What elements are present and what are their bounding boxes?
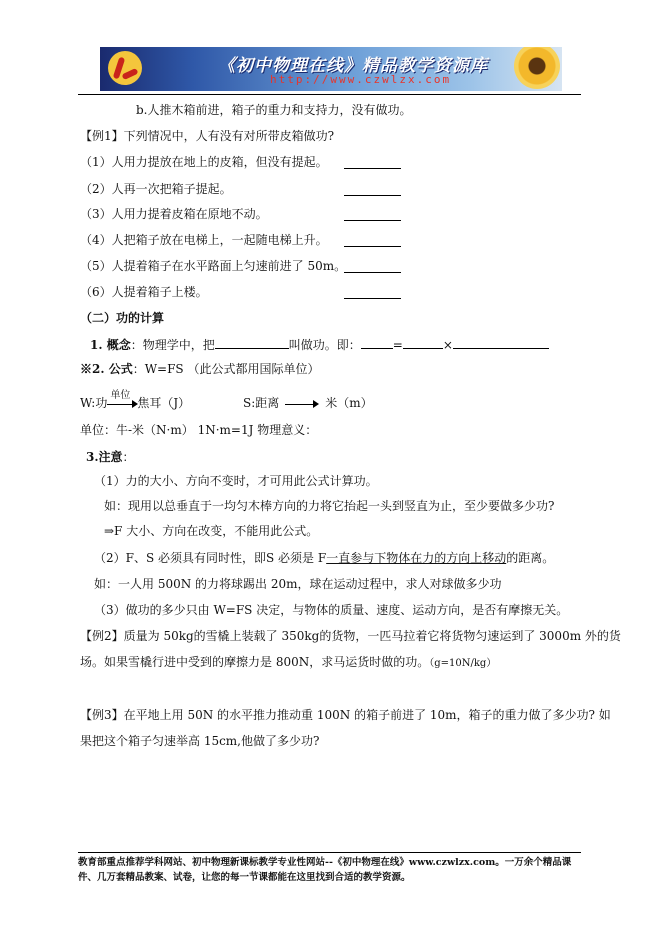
formula-blank-w[interactable] <box>361 336 393 349</box>
note-2-example: 如：一人用 500N 的力将球踢出 20m，球在运动过程中，求人对球做多少功 <box>94 577 502 591</box>
example-1-question: 下列情况中，人有没有对所带皮箱做功? <box>123 129 335 143</box>
example-1-item: （4）人把箱子放在电梯上，一起随电梯上升。 <box>80 233 328 247</box>
times-sign: × <box>442 338 453 352</box>
w-unit: 焦耳（J） <box>137 396 191 410</box>
s-unit-line <box>243 395 373 411</box>
unit-line: 单位：牛-米（N·m） 1N·m=1J 物理意义： <box>80 423 318 437</box>
formula-line <box>80 361 319 377</box>
header-rule <box>78 94 581 95</box>
concept-blank[interactable] <box>215 336 289 349</box>
concept-line <box>90 336 549 353</box>
arrow-right-icon <box>283 397 321 411</box>
site-logo-icon <box>108 51 142 85</box>
unit-arrow-icon <box>107 389 137 411</box>
example-1-tag: 【例1】 <box>80 129 124 143</box>
s-label: S:距离 <box>243 396 280 410</box>
note-1: （1）力的大小、方向不变时，才可用此公式计算功。 <box>94 474 378 488</box>
note-2 <box>94 550 554 566</box>
example-2-line-1 <box>80 628 621 644</box>
formula-label: ※2. 公式 <box>80 362 133 376</box>
example-1-item: （2）人再一次把箱子提起。 <box>80 182 232 196</box>
sunflower-icon <box>514 47 560 89</box>
concept-text-b: 叫做功。即： <box>288 338 361 352</box>
example-2-tag: 【例2】 <box>80 629 124 643</box>
example-1-item: （6）人提着箱子上楼。 <box>80 285 208 299</box>
example-3-line-1 <box>80 707 611 723</box>
answer-blank[interactable] <box>344 258 401 273</box>
answer-blank[interactable] <box>344 181 401 196</box>
example-2-line-2 <box>80 654 496 672</box>
footer-rule <box>78 852 581 853</box>
b-note: b.人推木箱前进，箱子的重力和支持力，没有做功。 <box>136 103 412 117</box>
example-2-text: 质量为 50kg的雪橇上装载了 350kg的货物，一匹马拉着它将货物匀速运到了 3000m 外的货 <box>123 629 621 643</box>
note-label: 3.注意 <box>86 450 123 464</box>
example-3-tag: 【例3】 <box>80 708 124 722</box>
note-1-conclusion: ⇒F 大小、方向在改变，不能用此公式。 <box>104 524 319 538</box>
answer-blank[interactable] <box>344 154 401 169</box>
note-colon: ： <box>122 450 135 464</box>
concept-text-a: ：物理学中，把 <box>130 338 215 352</box>
example-1-heading <box>80 128 334 144</box>
formula-text: ：W=FS （此公式都用国际单位） <box>132 362 320 376</box>
footer-line-2: 件、几万套精品教案、试卷，让您的每一节课都能在这里找到合适的教学资源。 <box>78 872 411 883</box>
example-3-line-2: 果把这个箱子匀速举高 15cm,他做了多少功? <box>80 734 320 748</box>
note-2-underlined: 一直参与下物体在力的方向上移动 <box>326 551 507 565</box>
answer-blank[interactable] <box>344 232 401 247</box>
note-3: （3）做功的多少只由 W=FS 决定，与物体的质量、速度、运动方向，是否有摩擦无关。 <box>94 603 569 617</box>
formula-blank-s[interactable] <box>453 336 549 349</box>
formula-blank-f[interactable] <box>403 336 443 349</box>
example-1-item: （3）人用力提着皮箱在原地不动。 <box>80 207 268 221</box>
example-3-text: 在平地上用 50N 的水平推力推动重 100N 的箱子前进了 10m，箱子的重力做了多少功? 如 <box>123 708 611 722</box>
example-2-text-2: 场。如果雪橇行进中受到的摩擦力是 800N，求马运货时做的功。 <box>80 655 430 669</box>
note-1-example: 如：现用以总垂直于一均匀木棒方向的力将它抬起一头到竖直为止，至少要做多少功? <box>104 499 555 513</box>
footer-line-1: 教育部重点推荐学科网站、初中物理新课标教学专业性网站--《初中物理在线》www.czwlzx.com。一万余个精品课 <box>78 857 572 868</box>
footer <box>78 855 581 885</box>
equals-sign: = <box>392 338 403 352</box>
banner-title: 《初中物理在线》精品教学资源库 <box>218 56 488 76</box>
example-2-gravity: （g=10N/kg） <box>429 658 497 669</box>
answer-blank[interactable] <box>344 284 401 299</box>
note-2-text-a: （2）F、S 必须具有同时性，即S 必须是 F <box>94 551 327 565</box>
arrow-label: 单位 <box>110 389 131 401</box>
note-heading <box>86 449 135 465</box>
section-heading: （二）功的计算 <box>80 311 165 325</box>
answer-blank[interactable] <box>344 206 401 221</box>
banner-url[interactable]: http://www.czwlzx.com <box>270 73 452 86</box>
header-banner <box>100 47 562 91</box>
example-1-item: （5）人提着箱子在水平路面上匀速前进了 50m。 <box>80 259 347 273</box>
s-unit: 米（m） <box>325 396 373 410</box>
example-1-item: （1）人用力提放在地上的皮箱，但没有提起。 <box>80 155 328 169</box>
w-unit-line <box>80 389 191 411</box>
note-2-text-b: 的距离。 <box>506 551 555 565</box>
w-label: W:功 <box>80 396 108 410</box>
concept-label: 1. 概念 <box>90 338 131 352</box>
